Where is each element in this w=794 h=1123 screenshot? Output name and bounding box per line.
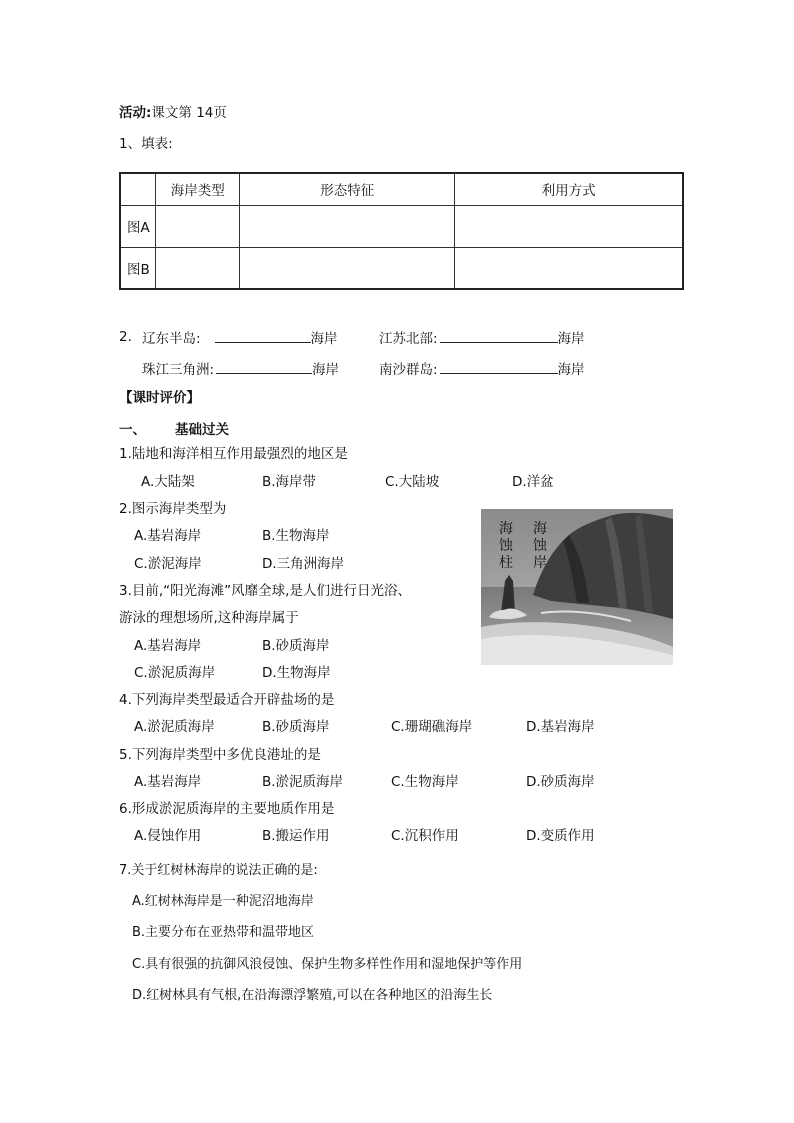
option-d[interactable]: D.三角洲海岸 [262,556,345,572]
question-stem: 7.关于红树林海岸的说法正确的是: [119,863,318,878]
option-d[interactable]: D.基岩海岸 [526,719,595,735]
answer-cell[interactable] [240,247,455,289]
question-stem-continued: 游泳的理想场所,这种海岸属于 [119,610,299,626]
blank-line-1 [142,328,338,348]
option-b[interactable]: B.生物海岸 [262,528,330,544]
question-stem: 6.形成淤泥质海岸的主要地质作用是 [119,801,335,817]
question-stem: 4.下列海岸类型最适合开辟盐场的是 [119,692,335,708]
subsection-title: 基础过关 [175,422,229,438]
sea-cliff-label: 海蚀岸 [533,521,547,571]
place-label: 江苏北部: [379,331,438,347]
option-a[interactable]: A.基岩海岸 [134,774,202,790]
table-header-cell: 形态特征 [240,173,455,205]
option-a[interactable]: A.基岩海岸 [134,528,202,544]
option-c[interactable]: C.沉积作用 [391,828,459,844]
fill-in-table [119,172,684,290]
blank-question-num: 2. [119,329,132,345]
blank-line-2 [379,328,585,348]
blank-suffix: 海岸 [557,362,585,378]
answer-cell[interactable] [240,205,455,247]
row-label: 图A [120,205,156,247]
answer-cell[interactable] [455,247,683,289]
activity-line [119,104,227,122]
option-b[interactable]: B.海岸带 [262,474,317,490]
blank-line-3 [142,359,339,379]
option-a[interactable]: A.红树林海岸是一种泥沼地海岸 [132,894,314,909]
option-b[interactable]: B.砂质海岸 [262,719,330,735]
option-a[interactable]: A.基岩海岸 [134,638,202,654]
question-stem: 5.下列海岸类型中多优良港址的是 [119,747,321,763]
task1-label: 1、填表: [119,136,173,152]
option-d[interactable]: D.红树林具有气根,在沿海漂浮繁殖,可以在各种地区的沿海生长 [132,988,493,1003]
table-header-cell: 海岸类型 [156,173,240,205]
blank-suffix: 海岸 [310,331,338,347]
option-d[interactable]: D.变质作用 [526,828,595,844]
section-title: 【课时评价】 [119,390,200,406]
question-stem: 2.图示海岸类型为 [119,501,227,517]
coastline-photo [481,509,673,665]
option-b[interactable]: B.砂质海岸 [262,638,330,654]
answer-blank[interactable] [216,359,312,374]
question-stem: 3.目前,“阳光海滩”风靡全球,是人们进行日光浴、 [119,583,411,599]
place-label: 辽东半岛: [142,331,201,347]
answer-blank[interactable] [440,359,558,374]
answer-blank[interactable] [440,328,558,343]
option-d[interactable]: D.生物海岸 [262,665,331,681]
option-a[interactable]: A.淤泥质海岸 [134,719,215,735]
answer-cell[interactable] [156,205,240,247]
answer-cell[interactable] [455,205,683,247]
subsection-num: 一、 [119,422,146,438]
row-label: 图B [120,247,156,289]
option-c[interactable]: C.珊瑚礁海岸 [391,719,473,735]
table-row [120,247,683,289]
option-b[interactable]: B.搬运作用 [262,828,330,844]
blank-line-4 [379,359,585,379]
table-row [120,205,683,247]
option-a[interactable]: A.侵蚀作用 [134,828,202,844]
option-d[interactable]: D.洋盆 [512,474,554,490]
blank-suffix: 海岸 [312,362,340,378]
option-c[interactable]: C.大陆坡 [385,474,440,490]
option-b[interactable]: B.主要分布在亚热带和温带地区 [132,925,315,940]
question-stem: 1.陆地和海洋相互作用最强烈的地区是 [119,446,348,462]
table-header-cell [120,173,156,205]
option-c[interactable]: C.具有很强的抗御风浪侵蚀、保护生物多样性作用和湿地保护等作用 [132,957,523,972]
table-header-row [120,173,683,205]
option-a[interactable]: A.大陆架 [141,474,195,490]
option-b[interactable]: B.淤泥质海岸 [262,774,344,790]
table-header-cell: 利用方式 [455,173,683,205]
blank-suffix: 海岸 [557,331,585,347]
place-label: 珠江三角洲: [142,362,215,378]
option-c[interactable]: C.淤泥质海岸 [134,665,216,681]
sea-stack-label: 海蚀柱 [499,521,513,571]
answer-cell[interactable] [156,247,240,289]
place-label: 南沙群岛: [379,362,438,378]
option-d[interactable]: D.砂质海岸 [526,774,595,790]
option-c[interactable]: C.淤泥海岸 [134,556,202,572]
activity-text: 课文第 14页 [151,105,227,121]
option-c[interactable]: C.生物海岸 [391,774,459,790]
answer-blank[interactable] [215,328,311,343]
activity-label: 活动: [119,105,152,121]
